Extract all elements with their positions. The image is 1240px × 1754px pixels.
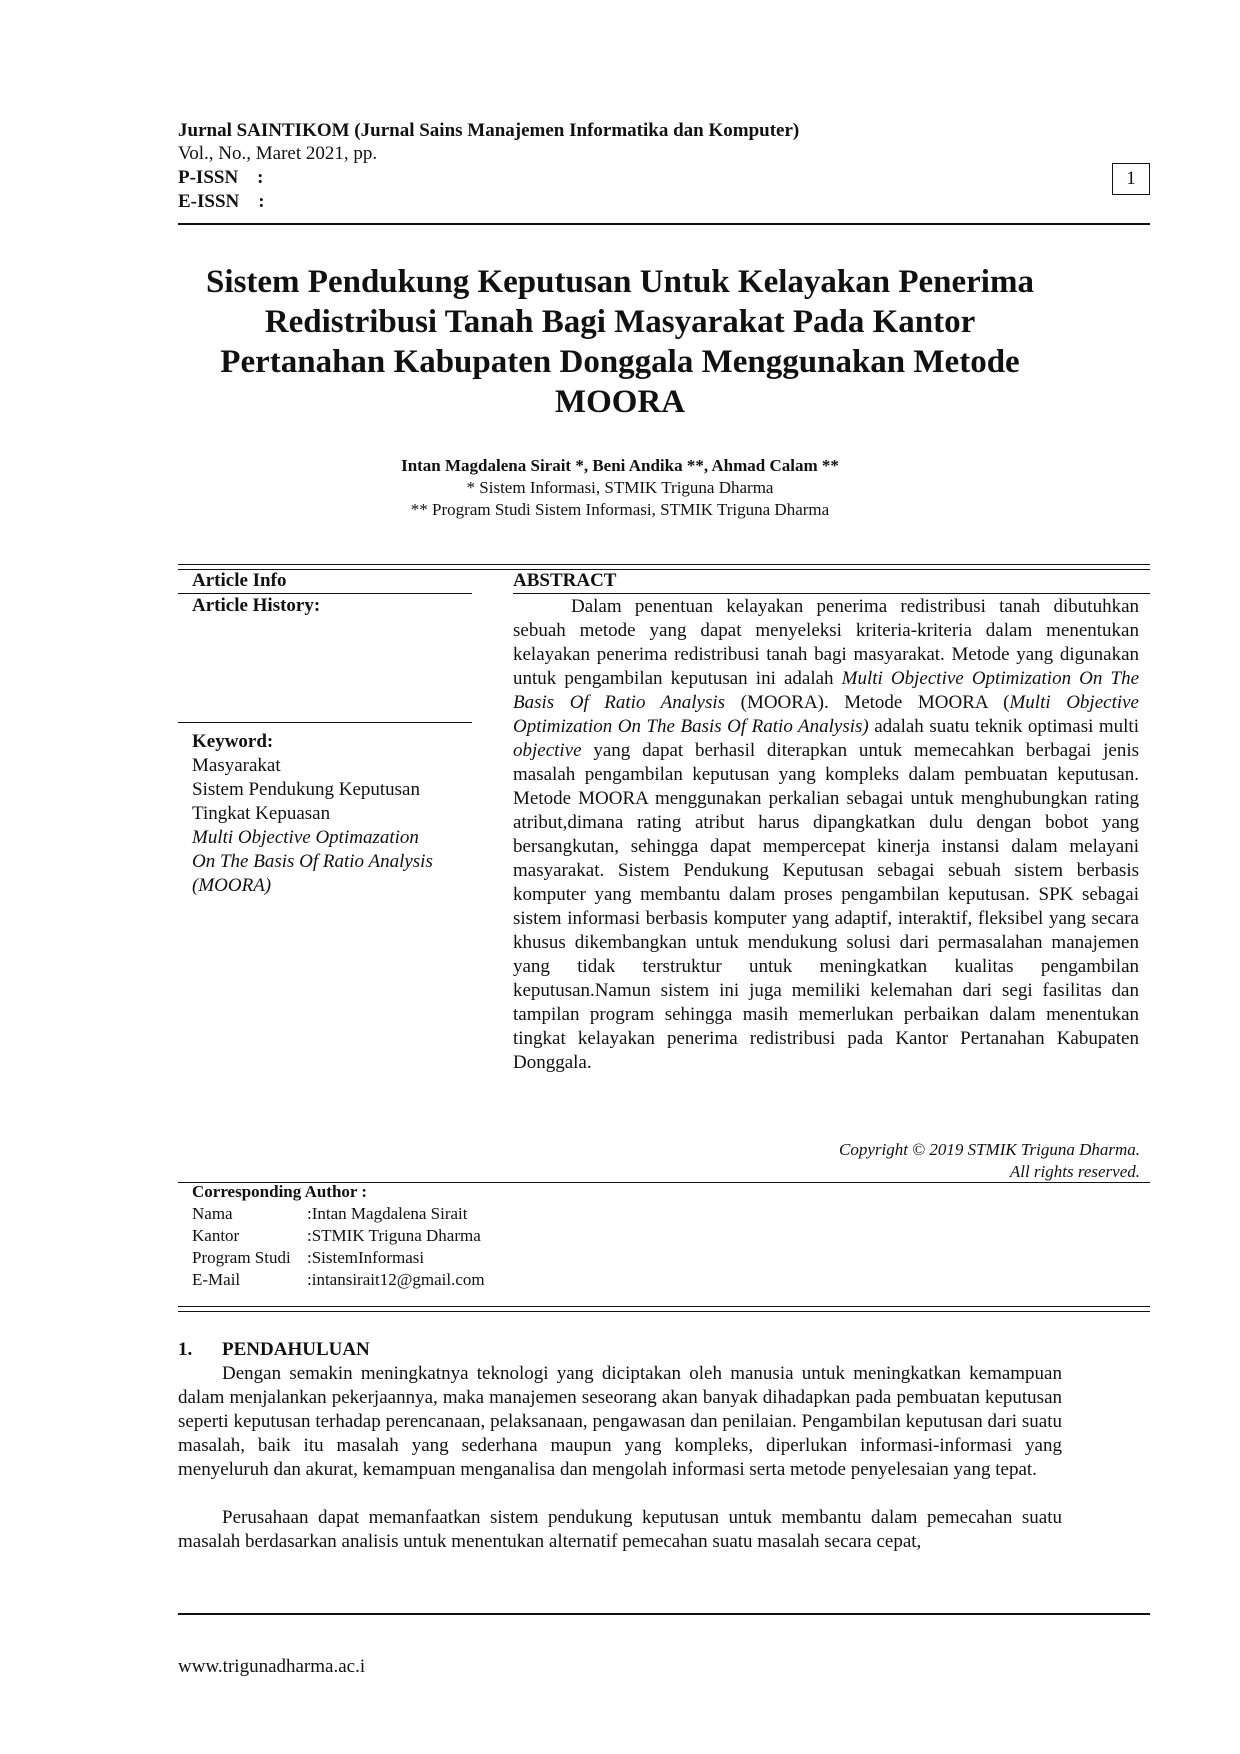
abstract-label: ABSTRACT bbox=[513, 570, 617, 591]
section-title: PENDAHULUAN bbox=[222, 1339, 370, 1360]
row-value: :Intan Magdalena Sirait bbox=[307, 1204, 468, 1223]
info-bottom-rule-2 bbox=[178, 1311, 1150, 1312]
info-top-rule-2 bbox=[178, 569, 1150, 570]
row-key: Kantor bbox=[192, 1226, 240, 1245]
copyright-line: All rights reserved. bbox=[1009, 1162, 1140, 1181]
keyword-item: Masyarakat bbox=[192, 755, 281, 776]
keyword-item: Tingkat Kepuasan bbox=[192, 803, 331, 824]
abstract-rule bbox=[513, 593, 1150, 594]
keyword-item: Sistem Pendukung Keputusan bbox=[192, 779, 420, 800]
journal-name: Jurnal SAINTIKOM (Jurnal Sains Manajemen Informatika dan Komputer) bbox=[178, 120, 800, 141]
row-key: E-Mail bbox=[192, 1270, 241, 1289]
table-row bbox=[192, 1247, 485, 1269]
keyword-item: Multi Objective Optimazation bbox=[192, 827, 419, 848]
row-value: :SistemInformasi bbox=[307, 1248, 425, 1267]
abstract-part: Dalam penentuan kelayakan penerima redistribusi tanah dibutuhkan sebuah metode yang dapat menyeleksi kriteria-kriteria dalam menentukan kelayakan penerima redistribusi tanah bagi masyarakat. Metode yang digunakan untuk pengambilan keputusan ini adalah bbox=[513, 596, 1139, 689]
keyword-item: On The Basis Of Ratio Analysis bbox=[192, 851, 433, 872]
table-row bbox=[192, 1269, 485, 1291]
keyword-list bbox=[192, 730, 472, 898]
footer-rule bbox=[178, 1613, 1150, 1615]
info-bottom-rule-1 bbox=[178, 1306, 1150, 1307]
copyright-notice bbox=[700, 1139, 1140, 1183]
affiliation-1: * Sistem Informasi, STMIK Triguna Dharma bbox=[466, 478, 774, 497]
corresponding-author bbox=[192, 1181, 485, 1291]
title-line: MOORA bbox=[554, 384, 686, 420]
corresponding-label: Corresponding Author : bbox=[192, 1182, 368, 1201]
title-line: Sistem Pendukung Keputusan Untuk Kelayakan Penerima bbox=[206, 264, 1034, 300]
row-key: Program Studi bbox=[192, 1248, 291, 1267]
abstract-part: adalah suatu teknik optimasi multi bbox=[868, 716, 1139, 737]
affiliation-2: ** Program Studi Sistem Informasi, STMIK Triguna Dharma bbox=[410, 500, 830, 519]
abstract-part: yang dapat berhasil diterapkan untuk memecahkan berbagai jenis masalah pengambilan keputusan yang kompleks dalam pembuatan keputusan. Metode MOORA menggunakan perkalian sebagai untuk menghubungkan rating atribut,dimana rating atribut harus dipangkatkan dulu dengan bobot yang bersangkutan, sehingga dapat mempercepat kinerja instansi dalam melayani masyarakat. Sistem Pendukung Keputusan sebagai sebuah sistem berbasis komputer yang membantu dalam proses pengambilan keputusan. SPK sebagai sistem informasi berbasis komputer yang adaptif, interaktif, fleksibel yang secara khusus dikembangkan untuk mendukung solusi dari permasalahan manajemen yang tidak terstruktur untuk meningkatkan kualitas pengambilan keputusan.Namun sistem ini juga memiliki kelemahan dari segi fasilitas dan tampilan program sehingga masih memerlukan perbaikan dalam menentukan tingkat kelayakan penerima redistribusi pada Kantor Pertanahan Kabupaten Donggala. bbox=[513, 740, 1139, 1073]
abstract-italic: Multi Objective Optimization On The Basis Of Ratio Analysis) bbox=[513, 692, 1139, 737]
page-number: 1 bbox=[1112, 163, 1150, 195]
info-top-rule-1 bbox=[178, 564, 1150, 565]
title-line: Pertanahan Kabupaten Donggala Menggunakan Metode bbox=[220, 344, 1020, 380]
row-value: :intansirait12@gmail.com bbox=[307, 1270, 485, 1289]
title-line: Redistribusi Tanah Bagi Masyarakat Pada Kantor bbox=[264, 304, 976, 340]
paper-title bbox=[170, 262, 1070, 422]
section-number: 1. bbox=[178, 1339, 193, 1360]
abstract-text bbox=[513, 595, 1139, 1075]
copyright-line: Copyright © 2019 STMIK Triguna Dharma. bbox=[838, 1140, 1140, 1159]
abstract-part: (MOORA). Metode MOORA ( bbox=[725, 692, 1010, 713]
p-issn: P-ISSN : bbox=[178, 167, 264, 188]
keyword-label: Keyword: bbox=[192, 731, 274, 752]
table-row bbox=[192, 1225, 485, 1247]
keyword-rule bbox=[178, 722, 472, 723]
body-paragraph-2: Perusahaan dapat memanfaatkan sistem pendukung keputusan untuk membantu dalam pemecahan suatu masalah berdasarkan analisis untuk menentukan alternatif pemecahan suatu masalah secara cepat, bbox=[178, 1507, 1062, 1552]
table-row bbox=[192, 1203, 485, 1225]
journal-volume: Vol., No., Maret 2021, pp. bbox=[178, 143, 378, 164]
footer-url: www.trigunadharma.ac.i bbox=[178, 1656, 366, 1677]
article-history-label: Article History: bbox=[192, 595, 321, 616]
row-value: :STMIK Triguna Dharma bbox=[307, 1226, 481, 1245]
row-key: Nama bbox=[192, 1204, 233, 1223]
article-info-label: Article Info bbox=[192, 570, 287, 591]
corresponding-table bbox=[192, 1203, 485, 1291]
abstract-italic: objective bbox=[513, 740, 582, 761]
header-rule bbox=[178, 223, 1150, 225]
author-names: Intan Magdalena Sirait *, Beni Andika **, Ahmad Calam ** bbox=[401, 456, 839, 475]
body-paragraph-1: Dengan semakin meningkatnya teknologi yang diciptakan oleh manusia untuk meningkatkan kemampuan dalam menjalankan pekerjaannya, maka manajemen seseorang akan banyak dihadapkan pada pembuatan keputusan seperti keputusan terhadap perencanaan, pelaksanaan, pengawasan dan penilaian. Pengambilan keputusan dari suatu masalah, baik itu masalah yang sederhana maupun yang kompleks, diperlukan informasi-informasi yang menyeluruh dan akurat, kemampuan menganalisa dan mengolah informasi serta metode penyelesaian yang tepat. bbox=[178, 1363, 1062, 1480]
keyword-item: (MOORA) bbox=[192, 875, 272, 896]
section-heading bbox=[178, 1338, 370, 1362]
authors-block bbox=[240, 455, 1000, 521]
e-issn: E-ISSN : bbox=[178, 191, 265, 212]
abstract-italic: Multi Objective Optimization On The Basis Of Ratio Analysis bbox=[513, 668, 1140, 713]
